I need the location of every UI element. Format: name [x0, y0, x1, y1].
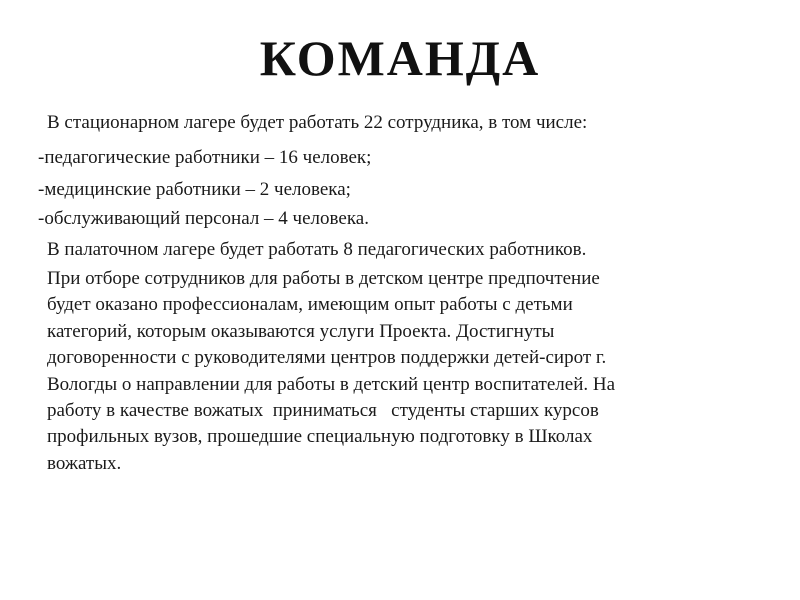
paragraph-line: работу в качестве вожатых приниматься студенты старших курсов — [47, 400, 599, 422]
tent-camp-line: В палаточном лагере будет работать 8 педагогических работников. — [47, 239, 587, 260]
paragraph-line: профильных вузов, прошедшие специальную подготовку в Школах — [47, 426, 593, 448]
list-item-service: -обслуживающий персонал – 4 человека. — [38, 208, 369, 229]
paragraph-line: Вологды о направлении для работы в детский центр воспитателей. На — [47, 373, 616, 395]
staff-selection-paragraph — [47, 266, 747, 477]
intro-line: В стационарном лагере будет работать 22 сотрудника, в том числе: — [47, 112, 588, 133]
paragraph-line: категорий, которым оказываются услуги Проекта. Достигнуты — [47, 320, 555, 342]
paragraph-line: При отборе сотрудников для работы в детском центре предпочтение — [47, 268, 600, 289]
paragraph-line: будет оказано профессионалам, имеющим опыт работы с детьми — [47, 294, 573, 316]
paragraph-line: договоренности с руководителями центров поддержки детей-сирот г. — [47, 347, 607, 369]
paragraph-line: вожатых. — [47, 452, 122, 474]
slide-title: КОМАНДА — [259, 30, 541, 86]
list-item-medical: -медицинские работники – 2 человека; — [38, 179, 351, 200]
list-item-teachers: -педагогические работники – 16 человек; — [38, 147, 372, 168]
